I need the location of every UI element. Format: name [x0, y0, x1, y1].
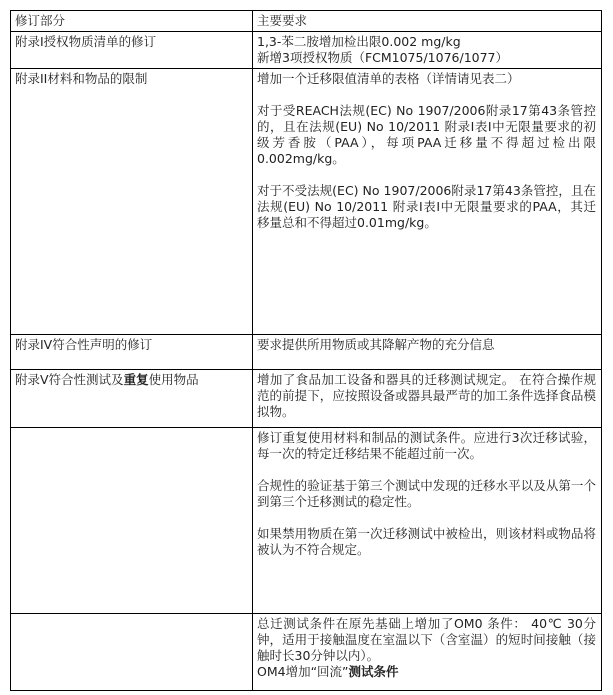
requirements-cell-annex5 — [253, 370, 602, 428]
header-cell-main-requirements: 主要要求 — [253, 11, 602, 32]
requirements-cell-reuse-testing — [253, 428, 602, 614]
requirements-cell-annex1 — [253, 32, 602, 69]
requirement-paragraph: 修订重复使用材料和制品的测试条件。应进行3次迁移试验，每一次的特定迁移结果不能超过前一次。 — [257, 430, 596, 461]
requirement-paragraph: 增加一个迁移限值清单的表格（详情请见表二） — [257, 71, 520, 86]
section-cell-empty — [11, 614, 253, 691]
section-text: 附录V符合性测试及 — [15, 372, 124, 387]
section-cell-annex2: 附录II材料和物品的限制 — [11, 69, 253, 335]
requirement-line: 增加了食品加工设备和器具的迁移测试规定。 在符合操作规范的前提下，应按照设备或器具最严苛的加工条件选择食品模拟物。 — [257, 372, 596, 419]
revision-requirements-table — [10, 10, 602, 691]
table-row-om-conditions — [11, 614, 602, 691]
requirement-paragraph: 对于受REACH法规(EC) No 1907/2006附录17第43条管控的，且在法规(EU) No 10/2011 附录I表I中无限量要求的初级芳香胺（PAA），每项PAA迁移量不得超过检出限0.002mg/kg。 — [257, 103, 596, 166]
requirements-cell-annex4 — [253, 335, 602, 370]
header-cell-revision-section: 修订部分 — [11, 11, 253, 32]
section-cell-empty — [11, 428, 253, 614]
requirement-line: 要求提供所用物质或其降解产物的充分信息 — [257, 337, 495, 352]
table-row-annex5 — [11, 370, 602, 428]
section-cell-annex1: 附录I授权物质清单的修订 — [11, 32, 253, 69]
om4-text-bold: 测试条件 — [348, 664, 399, 679]
requirement-paragraph: 合规性的验证基于第三个测试中发现的迁移水平以及从第一个到第三个迁移测试的稳定性。 — [257, 478, 596, 509]
om4-text: OM4增加“回流” — [257, 664, 349, 679]
section-cell-annex4: 附录IV符合性声明的修订 — [11, 335, 253, 370]
section-cell-annex5 — [11, 370, 253, 428]
table-header-row — [11, 11, 602, 32]
requirements-cell-om-conditions — [253, 614, 602, 691]
requirement-line-om4 — [257, 664, 596, 680]
requirement-paragraph: 如果禁用物质在第一次迁移测试中被检出，则该材料或物品将被认为不符合规定。 — [257, 526, 596, 557]
table-row-annex1 — [11, 32, 602, 69]
requirement-paragraph: 对于不受法规(EC) No 1907/2006附录17第43条管控，且在法规(EU) No 10/2011 附录I表I中无限量要求的PAA，其迁移量总和不得超过0.01mg/kg。 — [257, 183, 596, 230]
table-row-annex4 — [11, 335, 602, 370]
table-row-reuse-testing — [11, 428, 602, 614]
requirement-line: 总迁测试条件在原先基础上增加了OM0 条件： 40℃ 30分钟，适用于接触温度在室温以下（含室温）的短时间接触（接触时长30分钟以内）。 — [257, 616, 596, 663]
section-text: 使用物品 — [148, 372, 199, 387]
requirements-cell-annex2 — [253, 69, 602, 335]
requirement-line: 新增3项授权物质（FCM1075/1076/1077） — [257, 50, 509, 65]
table-row-annex2 — [11, 69, 602, 335]
requirement-line: 1,3-苯二胺增加检出限0.002 mg/kg — [257, 34, 461, 49]
section-text-bold: 重复 — [123, 372, 149, 387]
